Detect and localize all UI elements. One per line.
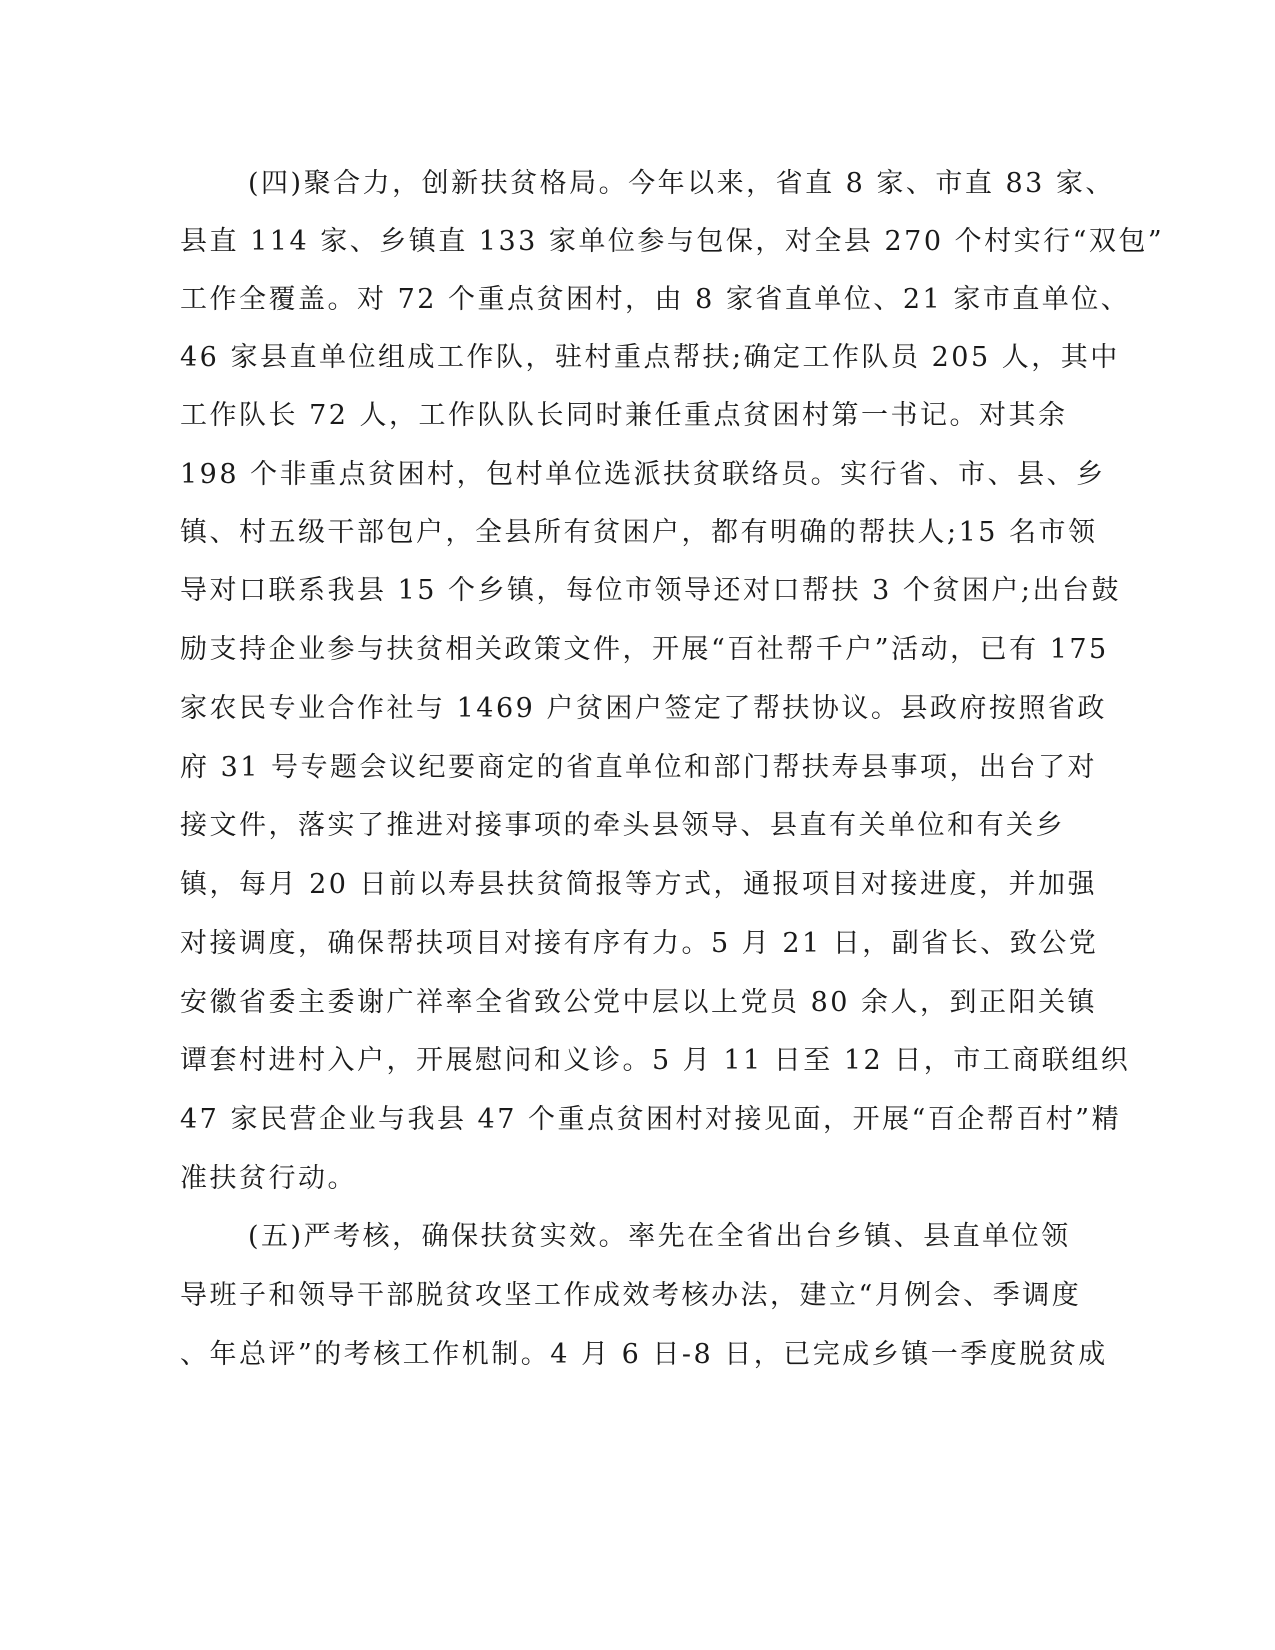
paragraph-4-line-12: 接文件，落实了推进对接事项的牵头县领导、县直有关单位和有关乡 xyxy=(180,810,1065,841)
paragraph-5-line-1: (五)严考核，确保扶贫实效。率先在全省出台乡镇、县直单位领 xyxy=(248,1221,1071,1252)
paragraph-4-line-1: (四)聚合力，创新扶贫格局。今年以来，省直 8 家、市直 83 家、 xyxy=(248,168,1115,199)
paragraph-4-line-6: 198 个非重点贫困村，包村单位选派扶贫联络员。实行省、市、县、乡 xyxy=(180,459,1106,490)
paragraph-4-line-4: 46 家县直单位组成工作队，驻村重点帮扶;确定工作队员 205 人，其中 xyxy=(180,342,1120,373)
paragraph-4-line-8: 导对口联系我县 15 个乡镇，每位市领导还对口帮扶 3 个贫困户;出台鼓 xyxy=(180,575,1121,606)
paragraph-5-line-3: 、年总评”的考核工作机制。4 月 6 日-8 日，已完成乡镇一季度脱贫成 xyxy=(180,1339,1108,1370)
paragraph-4-line-3: 工作全覆盖。对 72 个重点贫困村，由 8 家省直单位、21 家市直单位、 xyxy=(180,284,1131,315)
paragraph-4-line-7: 镇、村五级干部包户，全县所有贫困户，都有明确的帮扶人;15 名市领 xyxy=(180,517,1098,548)
paragraph-4-line-14: 对接调度，确保帮扶项目对接有序有力。5 月 21 日，副省长、致公党 xyxy=(180,928,1099,959)
paragraph-4-line-11: 府 31 号专题会议纪要商定的省直单位和部门帮扶寿县事项，出台了对 xyxy=(180,752,1098,783)
paragraph-4-line-18: 准扶贫行动。 xyxy=(180,1163,357,1194)
paragraph-4-line-5: 工作队长 72 人，工作队队长同时兼任重点贫困村第一书记。对其余 xyxy=(180,400,1068,431)
paragraph-4-line-17: 47 家民营企业与我县 47 个重点贫困村对接见面，开展“百企帮百村”精 xyxy=(180,1104,1122,1135)
paragraph-4-line-9: 励支持企业参与扶贫相关政策文件，开展“百社帮千户”活动，已有 175 xyxy=(180,634,1109,665)
paragraph-4-line-15: 安徽省委主委谢广祥率全省致公党中层以上党员 80 余人，到正阳关镇 xyxy=(180,987,1098,1018)
paragraph-4-line-10: 家农民专业合作社与 1469 户贫困户签定了帮扶协议。县政府按照省政 xyxy=(180,693,1107,724)
paragraph-4-line-2: 县直 114 家、乡镇直 133 家单位参与包保，对全县 270 个村实行“双包” xyxy=(180,226,1165,257)
paragraph-4-line-16: 谭套村进村入户，开展慰问和义诊。5 月 11 日至 12 日，市工商联组织 xyxy=(180,1045,1131,1076)
paragraph-4-line-13: 镇，每月 20 日前以寿县扶贫简报等方式，通报项目对接进度，并加强 xyxy=(180,869,1098,900)
paragraph-5-line-2: 导班子和领导干部脱贫攻坚工作成效考核办法，建立“月例会、季调度 xyxy=(180,1280,1082,1311)
